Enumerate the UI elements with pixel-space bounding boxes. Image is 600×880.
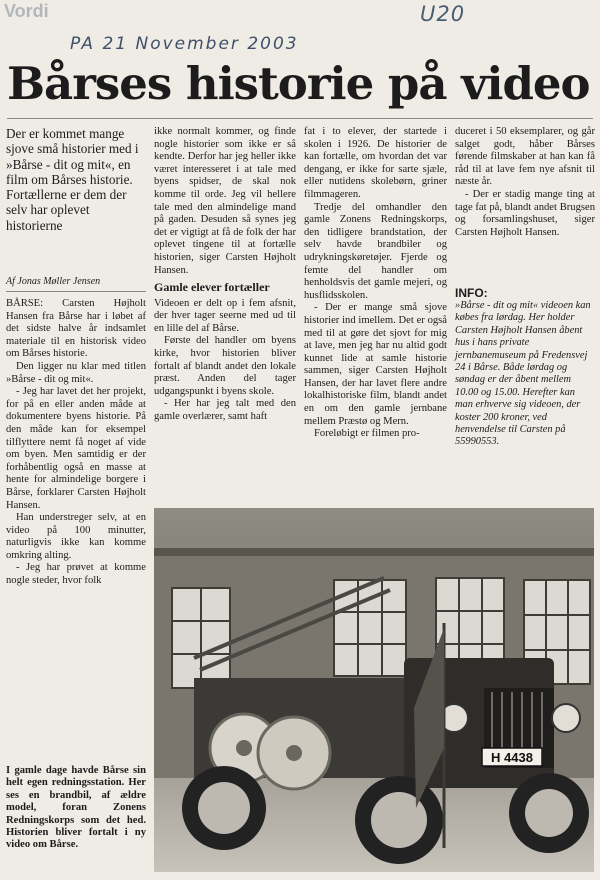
paragraph: duceret i 50 eksemplarer, og går salget godt, håber Bårses førende filmskaber at han kan få råd til at lave fem nye afsnit til næste år. xyxy=(455,126,595,188)
handwritten-reference: U20 xyxy=(420,2,466,26)
paragraph: Videoen er delt op i fem afsnit, der hver tager seerne med ud til en lille del af Bårse. xyxy=(154,297,296,334)
license-plate-text: H 4438 xyxy=(491,750,533,765)
paragraph: Han understreger selv, at en video på 100 minutter, naturligvis ikke kan komme omkring alting. xyxy=(6,512,146,561)
headline: Bårses historie på video xyxy=(7,57,590,110)
photo-caption: I gamle dage havde Bårse sin helt egen redningsstation. Her ses en brandbil, af ældre model, foran Zonens Redningskorps som det hed. Historien bliver fortalt i ny video om Bårse. xyxy=(6,765,146,851)
subheading: Gamle elever fortæller xyxy=(154,280,270,295)
paragraph: - Der er mange små sjove historier ind imellem. Det er også med til at gøre det sjovt for mig at lave, men jeg har nu altid godt kunnet lide at samle historie sammen, siger Carsten Højholt Hansen, der har lavet flere andre lokalhistoriske film, blandt andet en om den gamle jernbane mellem Præstø og Mern. xyxy=(304,302,447,427)
handwritten-date: PA 21 November 2003 xyxy=(70,34,299,54)
headline-rule xyxy=(7,118,593,119)
paragraph: Foreløbigt er filmen pro- xyxy=(314,428,420,440)
byline-rule xyxy=(6,291,146,292)
paragraph: Den ligger nu klar med titlen »Bårse - dit og mit«. xyxy=(6,360,146,385)
lead-paragraph: Der er kommet mange sjove små historier med i »Bårse - dit og mit«, en film om Bårses historie. Fortællerne er dem der selv har oplevet historierne xyxy=(6,126,139,233)
body-column-4 xyxy=(455,126,595,239)
paragraph: - Her har jeg talt med den gamle overlærer, samt haft xyxy=(154,398,296,422)
paragraph: Første del handler om byens kirke, hvor historien bliver fortalt af blandt andet den lokale præst. Anden del tager udgangspunkt i byens skole. xyxy=(154,335,296,397)
body-column-2 xyxy=(154,126,296,424)
paragraph: ikke normalt kommer, og finde nogle historier som ikke er så kendte. Derfor har jeg heller ikke været interesseret i at tale med byens spidser, de skal nok komme til orde. Jeg vil hellere tale med den almindelige mand på gaden. Desuden så synes jeg det er vigtigt at få de folk der har oplevet tingene til at fortælle historien, siger Carsten Højholt Hansen. xyxy=(154,126,296,276)
paragraph: - Jeg har prøvet at komme nogle steder, hvor folk xyxy=(6,562,146,587)
info-heading: INFO: xyxy=(455,286,488,300)
paragraph: BÅRSE: Carsten Højholt Hansen fra Bårse har i løbet af det sidste halve år indsamlet materiale til en historisk video om Bårses historie. xyxy=(6,298,146,360)
paragraph: - Der er stadig mange ting at tage fat på, blandt andet Brugsen og forsamlingshuset, siger Carsten Højholt Hansen. xyxy=(455,188,595,238)
byline: Af Jonas Møller Jensen xyxy=(6,276,101,287)
fire-truck-photo xyxy=(154,508,594,872)
info-box-text: »Bårse - dit og mit« videoen kan købes fra lørdag. Her holder Carsten Højholt Hansen åbent hus i hans private jernbanemuseum på Fredensvej 24 i Bårse. Både lørdag og søndag er der åbent mellem 10.00 og 15.00. Herefter kan man erhverve sig videoen, der koster 200 kroner, ved henvendelse til Carsten på 55990553. xyxy=(455,300,591,448)
masthead-fragment: Vordi xyxy=(4,1,49,21)
paragraph: fat i to elever, der startede i skolen i 1926. De historier de kan fortælle, om hvordan det var dengang, er ikke for sarte sjæle, eller nutidens skolebørn, griner filmmageren. xyxy=(304,126,447,200)
body-column-1 xyxy=(6,298,146,588)
paragraph: Tredje del omhandler den gamle Zonens Redningskorps, den tidligere brandstation, der selv havde brandbiler og udrykningskøretøjer. Fjerde og femte del handler om henholdsvis det gamle mejeri, og husflidsskolen. xyxy=(304,201,447,301)
body-column-3 xyxy=(304,126,447,441)
paragraph: - Jeg har lavet det her projekt, for på en eller anden måde at dokumentere byens historie. På den måde kan for eksempel tilflyttere nemt få noget af vide om byen. Men samtidig er der forhåbentlig også en masse at hente for almindelige borgere i Bårse, forklarer Carsten Højholt Hansen. xyxy=(6,386,146,511)
